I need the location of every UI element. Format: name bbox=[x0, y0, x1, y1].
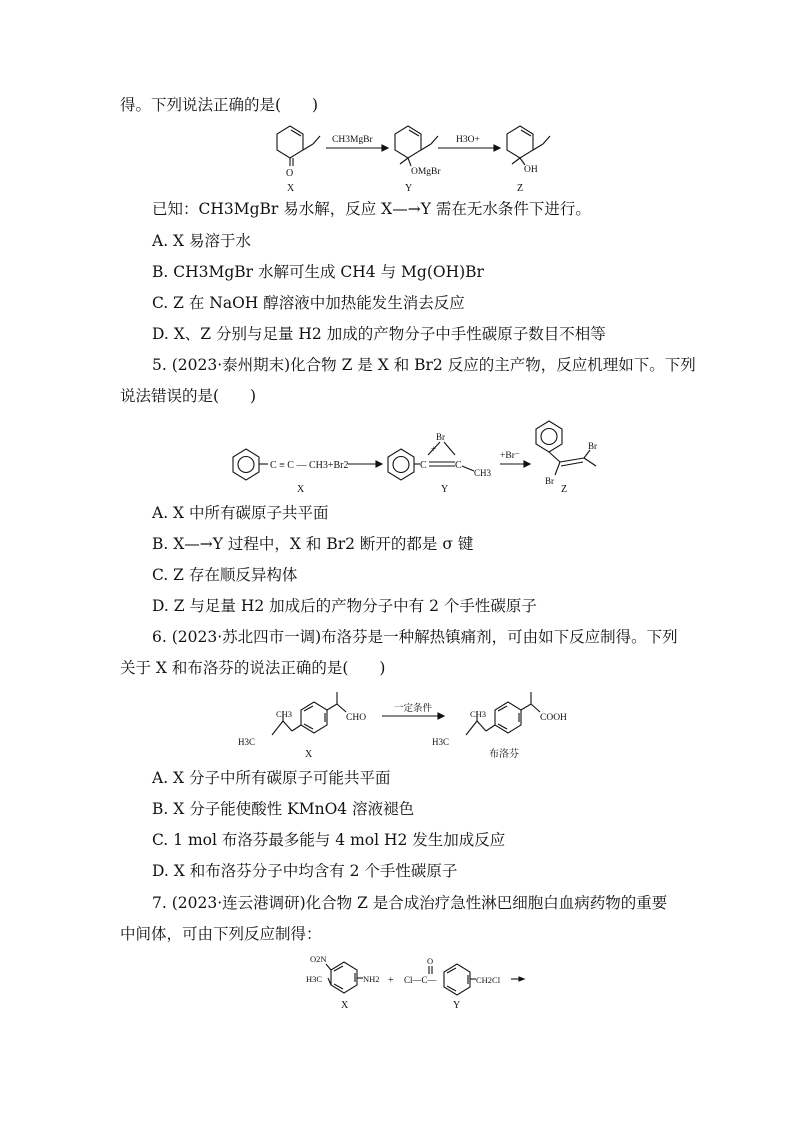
q4-label-z: Z bbox=[517, 183, 524, 194]
q5-option-b: B. X—→Y 过程中，X 和 Br2 断开的都是 σ 键 bbox=[152, 535, 474, 553]
q5-br-minus: +Br⁻ bbox=[500, 451, 520, 461]
q7-x-h3c: H3C bbox=[306, 974, 323, 984]
q4-x-oxygen: O bbox=[286, 168, 294, 179]
q4-reagent-2: H3O+ bbox=[456, 135, 480, 145]
q5-z-br-top: Br bbox=[588, 441, 597, 451]
q6-stem-line-2: 关于 X 和布洛芬的说法正确的是( ) bbox=[120, 659, 386, 677]
q4-z-oh: OH bbox=[524, 165, 538, 175]
q7-x-o2n: O2N bbox=[310, 954, 327, 964]
q4-option-c: C. Z 在 NaOH 醇溶液中加热能发生消去反应 bbox=[152, 294, 465, 312]
q7-y-oxygen: O bbox=[427, 956, 434, 966]
q5-y-c1: C bbox=[420, 460, 427, 471]
q7-stem-line-2: 中间体，可由下列反应制得： bbox=[120, 925, 322, 943]
q5-y-c2: C bbox=[455, 460, 462, 471]
q7-y-ch2cl: CH2Cl bbox=[476, 975, 501, 985]
q4-option-b: B. CH3MgBr 水解可生成 CH4 与 Mg(OH)Br bbox=[152, 263, 484, 281]
q6-product-h3c: H3C bbox=[432, 737, 450, 747]
q7-stem-line-1: 7. (2023·连云港调研)化合物 Z 是合成治疗急性淋巴细胞白血病药物的重要 bbox=[152, 894, 668, 912]
q6-product-cooh: COOH bbox=[540, 713, 567, 723]
q6-label-x: X bbox=[305, 749, 313, 760]
q6-label-product: 布洛芬 bbox=[489, 749, 519, 760]
q4-intro: 得。下列说法正确的是( ) bbox=[120, 96, 319, 114]
q4-label-x: X bbox=[287, 183, 295, 194]
q7-label-x: X bbox=[341, 1000, 349, 1011]
q4-known: 已知：CH3MgBr 易水解，反应 X—→Y 需在无水条件下进行。 bbox=[152, 200, 591, 218]
q6-stem-line-1: 6. (2023·苏北四市一调)布洛芬是一种解热镇痛剂，可由如下反应制得。下列 bbox=[152, 628, 678, 646]
q5-z-br-bottom: Br bbox=[545, 476, 554, 486]
q4-option-a: A. X 易溶于水 bbox=[152, 232, 252, 250]
q5-y-plus: + bbox=[431, 444, 437, 454]
q7-x-nh2: NH2 bbox=[363, 974, 380, 984]
q6-x-h3c: H3C bbox=[238, 737, 256, 747]
q5-stem-line-2: 说法错误的是( ) bbox=[120, 387, 257, 405]
q5-label-y: Y bbox=[441, 484, 449, 495]
q6-condition: 一定条件 bbox=[394, 704, 433, 714]
q6-option-a: A. X 分子中所有碳原子可能共平面 bbox=[152, 769, 391, 787]
q5-y-br: Br bbox=[436, 432, 445, 442]
q4-option-d: D. X、Z 分别与足量 H2 加成的产物分子中手性碳原子数目不相等 bbox=[152, 325, 606, 343]
q6-option-d: D. X 和布洛芬分子中均含有 2 个手性碳原子 bbox=[152, 862, 458, 880]
q7-plus: + bbox=[388, 975, 394, 986]
q6-product-ch3: CH3 bbox=[470, 709, 487, 719]
q5-label-z: Z bbox=[561, 484, 568, 495]
q5-option-d: D. Z 与足量 H2 加成后的产物分子中有 2 个手性碳原子 bbox=[152, 597, 537, 615]
q5-x-chain: C ≡ C — CH3+Br2 bbox=[270, 460, 349, 471]
q6-x-cho: CHO bbox=[346, 713, 367, 723]
q5-option-a: A. X 中所有碳原子共平面 bbox=[152, 504, 329, 522]
q7-label-y: Y bbox=[453, 1000, 461, 1011]
q7-y-cl-c: Cl—C— bbox=[404, 975, 437, 985]
q6-x-ch3: CH3 bbox=[276, 709, 293, 719]
q5-option-c: C. Z 存在顺反异构体 bbox=[152, 566, 298, 584]
q5-stem-line-1: 5. (2023·泰州期末)化合物 Z 是 X 和 Br2 反应的主产物，反应机理如下。下列 bbox=[152, 356, 696, 374]
q6-option-c: C. 1 mol 布洛芬最多能与 4 mol H2 发生加成反应 bbox=[152, 831, 506, 849]
q4-reagent-1: CH3MgBr bbox=[332, 135, 373, 145]
q5-y-ch3: CH3 bbox=[474, 468, 492, 478]
q4-y-omgbr: OMgBr bbox=[411, 167, 441, 177]
q5-label-x: X bbox=[297, 484, 305, 495]
q6-option-b: B. X 分子能使酸性 KMnO4 溶液褪色 bbox=[152, 800, 415, 818]
q4-label-y: Y bbox=[405, 183, 413, 194]
